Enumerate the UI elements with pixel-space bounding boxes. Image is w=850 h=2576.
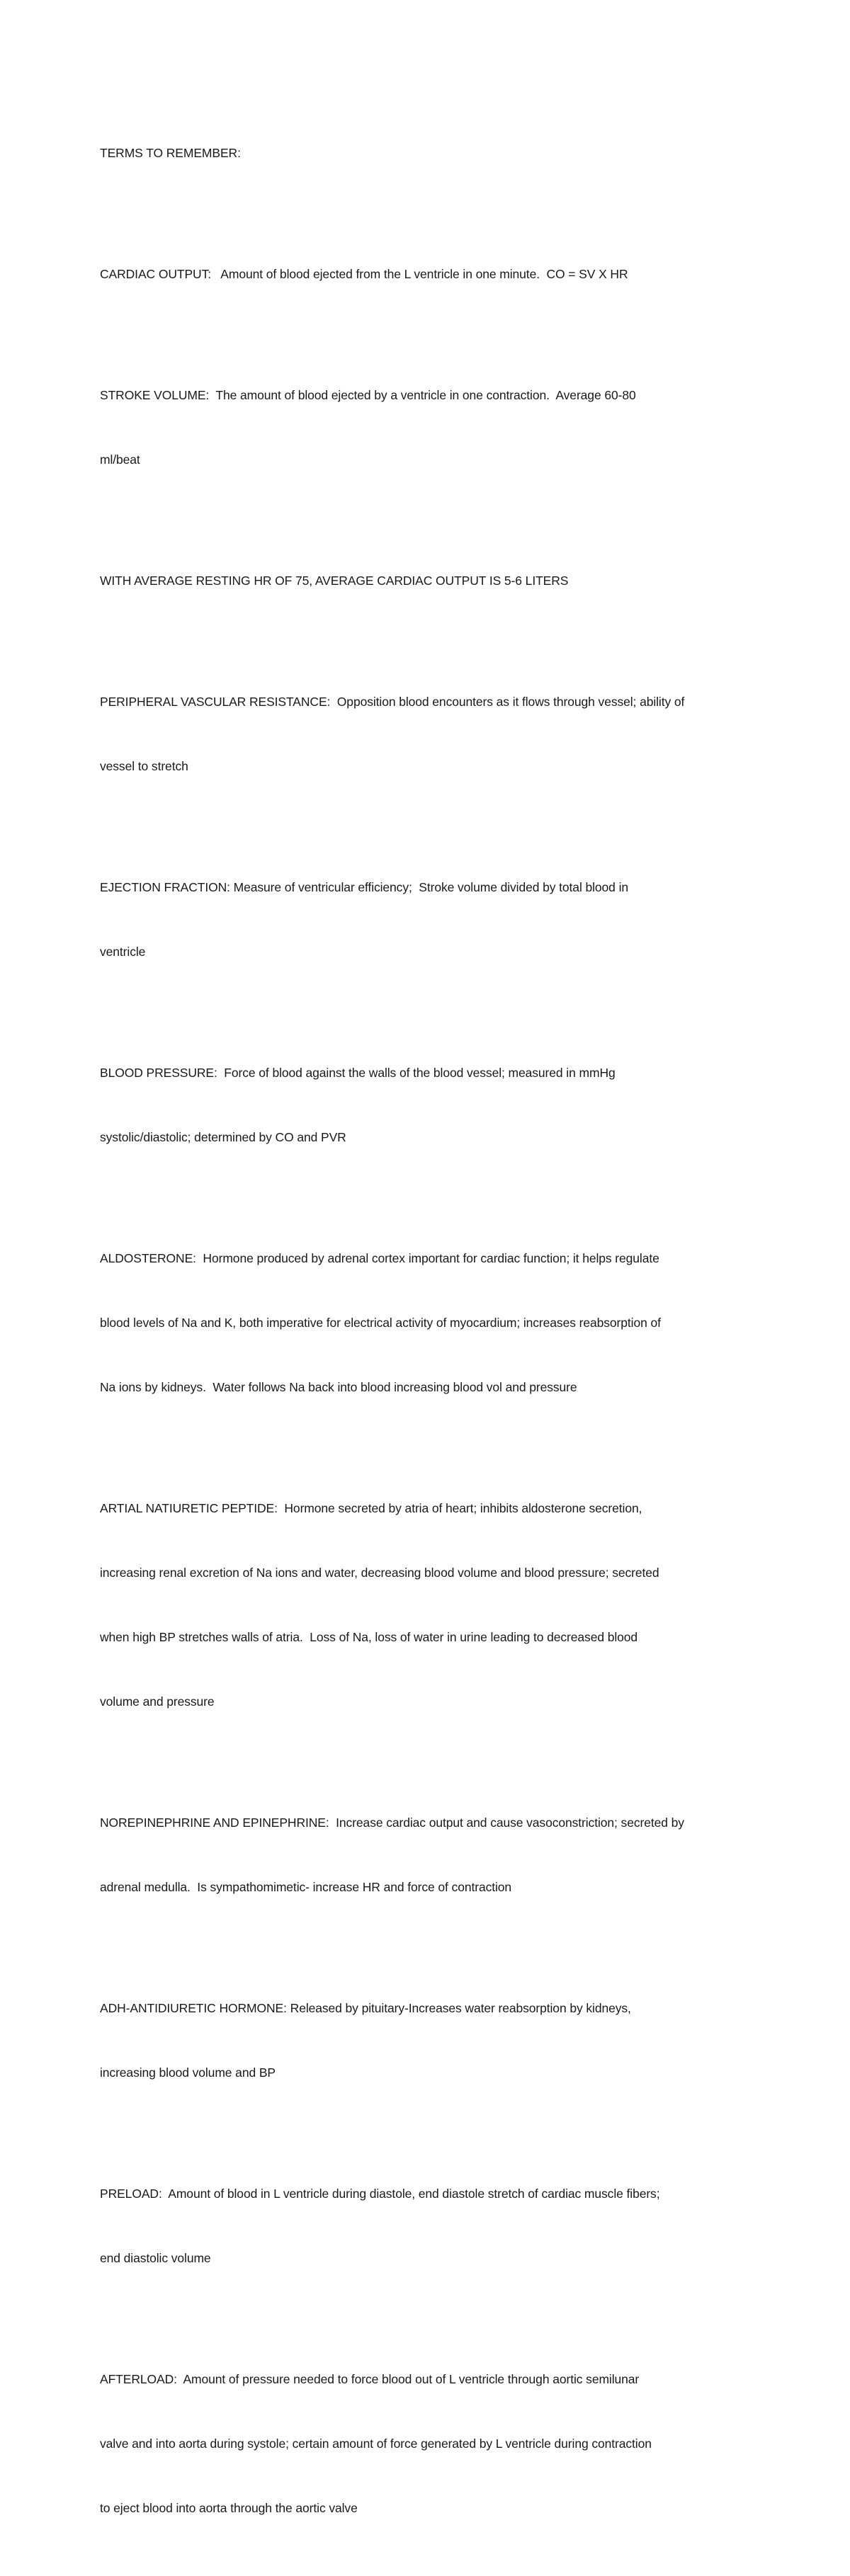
term-atrial-natriuretic-peptide bbox=[100, 1455, 755, 1755]
document-heading bbox=[100, 99, 755, 206]
term-ejection-fraction bbox=[100, 834, 755, 1005]
text-line: Na ions by kidneys. Water follows Na back into blood increasing blood vol and pressure bbox=[100, 1380, 577, 1395]
text-line: EJECTION FRACTION: Measure of ventricular efficiency; Stroke volume divided by total blood in bbox=[100, 880, 628, 895]
text-line: ARTIAL NATIURETIC PEPTIDE: Hormone secreted by atria of heart; inhibits aldosterone secretion, bbox=[100, 1501, 642, 1516]
text-line: ADH-ANTIDIURETIC HORMONE: Released by pituitary-Increases water reabsorption by kidneys, bbox=[100, 2001, 631, 2016]
text-line: vessel to stretch bbox=[100, 759, 188, 774]
text-line: volume and pressure bbox=[100, 1694, 215, 1709]
text-line: increasing renal excretion of Na ions and water, decreasing blood volume and blood pressure; secreted bbox=[100, 1566, 659, 1580]
term-adh bbox=[100, 1955, 755, 2126]
text-line: STROKE VOLUME: The amount of blood ejected by a ventricle in one contraction. Average 60-80 bbox=[100, 387, 636, 402]
text-line: adrenal medulla. Is sympathomimetic- increase HR and force of contraction bbox=[100, 1880, 512, 1895]
term-norepinephrine-epinephrine bbox=[100, 1769, 755, 1941]
text-line: AFTERLOAD: Amount of pressure needed to force blood out of L ventricle through aortic semilunar bbox=[100, 2372, 640, 2387]
term-peripheral-vascular-resistance bbox=[100, 649, 755, 820]
term-cardiac-output bbox=[100, 220, 755, 327]
text-line: end diastolic volume bbox=[100, 2251, 211, 2266]
term-average-cardiac-output bbox=[100, 527, 755, 634]
text-line: ventricle bbox=[100, 945, 146, 959]
text-line: NOREPINEPHRINE AND EPINEPHRINE: Increase cardiac output and cause vasoconstriction; secreted by bbox=[100, 1816, 684, 1830]
text-line: ALDOSTERONE: Hormone produced by adrenal cortex important for cardiac function; it helps regulate bbox=[100, 1251, 659, 1266]
text-line: when high BP stretches walls of atria. Loss of Na, loss of water in urine leading to decreased blood bbox=[100, 1630, 638, 1645]
text-line: WITH AVERAGE RESTING HR OF 75, AVERAGE CARDIAC OUTPUT IS 5-6 LITERS bbox=[100, 574, 569, 588]
document-body bbox=[100, 99, 755, 2576]
term-stroke-volume bbox=[100, 341, 755, 513]
term-preload bbox=[100, 2141, 755, 2312]
term-blood-pressure bbox=[100, 1020, 755, 1191]
text-line: BLOOD PRESSURE: Force of blood against the walls of the blood vessel; measured in mmHg bbox=[100, 1066, 616, 1081]
text-line: CARDIAC OUTPUT: Amount of blood ejected from the L ventricle in one minute. CO = SV X HR bbox=[100, 266, 628, 281]
term-aldosterone bbox=[100, 1205, 755, 1441]
text-line: increasing blood volume and BP bbox=[100, 2065, 276, 2080]
text-line: PERIPHERAL VASCULAR RESISTANCE: Opposition blood encounters as it flows through vessel; ability of bbox=[100, 695, 685, 709]
text-line: valve and into aorta during systole; certain amount of force generated by L ventricle during contraction bbox=[100, 2437, 652, 2451]
text-line: ml/beat bbox=[100, 452, 140, 467]
text-line: blood levels of Na and K, both imperative for electrical activity of myocardium; increases reabsorption of bbox=[100, 1316, 661, 1330]
text-line: TERMS TO REMEMBER: bbox=[100, 145, 241, 160]
text-line: to eject blood into aorta through the aortic valve bbox=[100, 2501, 358, 2516]
text-line: systolic/diastolic; determined by CO and PVR bbox=[100, 1130, 346, 1145]
text-line: PRELOAD: Amount of blood in L ventricle during diastole, end diastole stretch of cardiac muscle fibers; bbox=[100, 2187, 660, 2201]
term-afterload bbox=[100, 2326, 755, 2562]
